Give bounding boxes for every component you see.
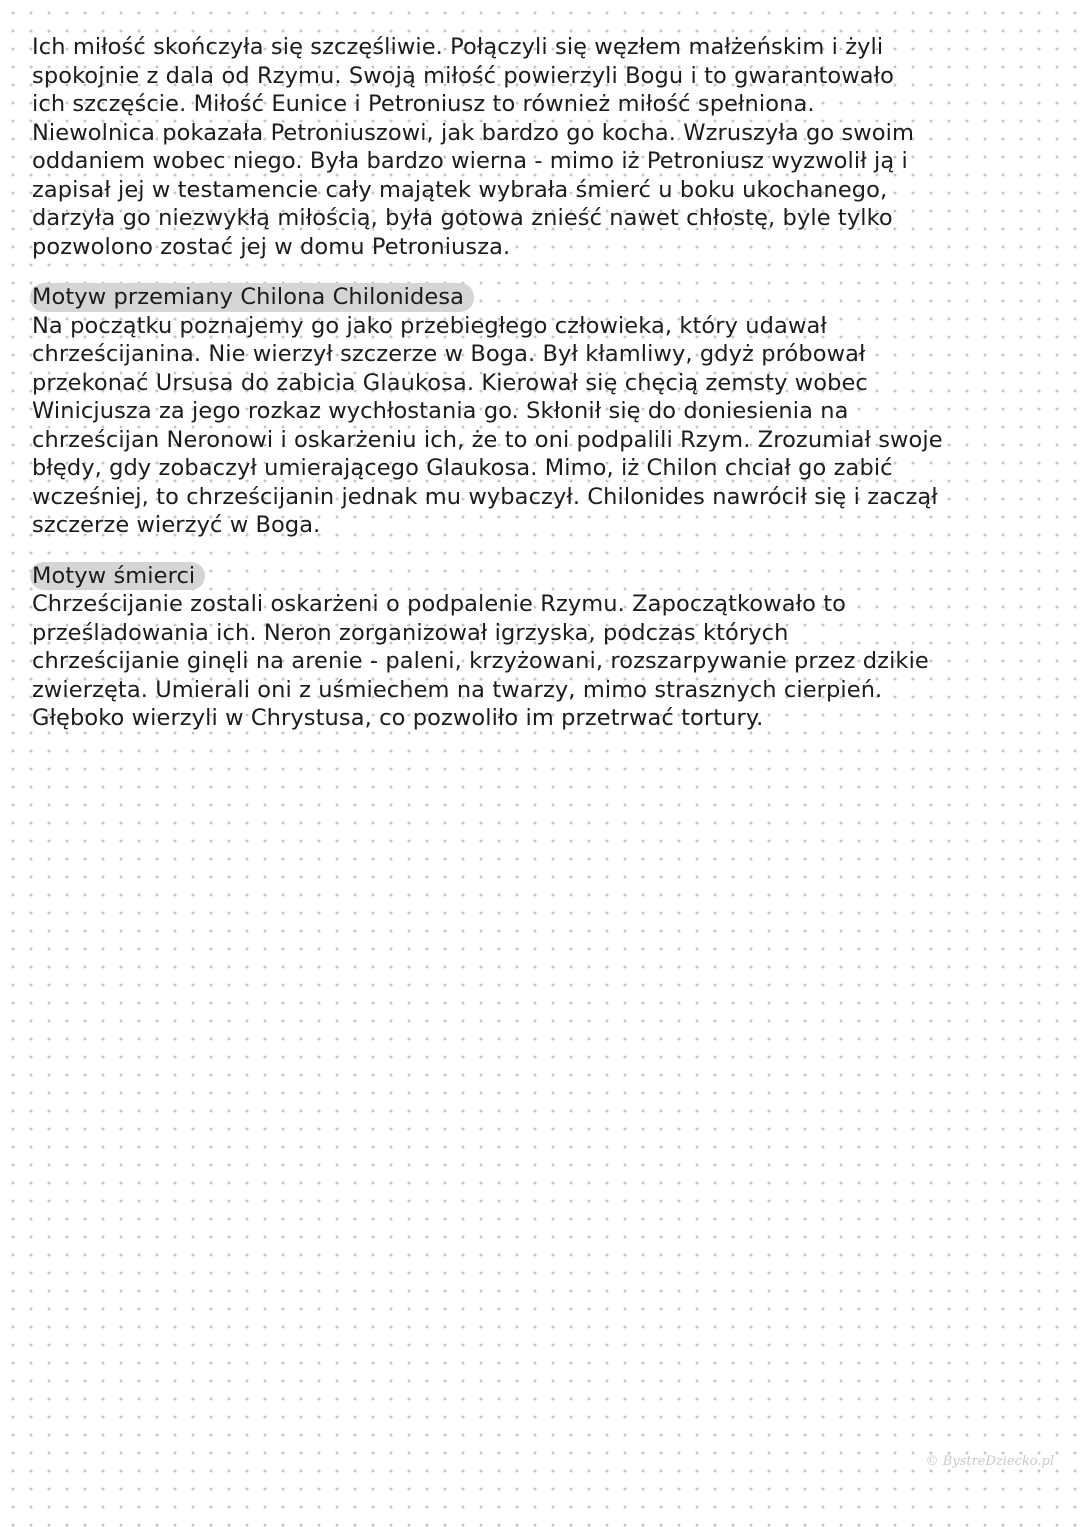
text-line: Niewolnica pokazała Petroniuszowi, jak bardzo go kocha. Wzruszyła go swoim bbox=[32, 119, 915, 146]
text-line: chrześcijanie ginęli na arenie - paleni, krzyżowani, rozszarpywanie przez dzikie bbox=[32, 648, 929, 674]
text-line: przekonać Ursusa do zabicia Glaukosa. Kierował się chęcią zemsty wobec bbox=[32, 369, 868, 396]
text-line: Ich miłość skończyła się szczęśliwie. Połączyli się węzłem małżeńskim i żyli bbox=[32, 34, 884, 60]
text-line: Na początku poznajemy go jako przebiegłego człowieka, który udawał bbox=[32, 312, 827, 339]
section-heading: Motyw śmierci bbox=[30, 562, 205, 591]
paragraph-love bbox=[32, 33, 1068, 261]
text-line: wcześniej, to chrześcijanin jednak mu wybaczył. Chilonides nawrócił się i zaczął bbox=[32, 483, 938, 510]
text-line: Chrześcijanie zostali oskarżeni o podpalenie Rzymu. Zapoczątkowało to bbox=[32, 591, 846, 617]
section-heading-row bbox=[32, 283, 1068, 312]
text-line: szczerze wierzyć w Boga. bbox=[32, 512, 321, 538]
watermark: © BystreDziecko.pl bbox=[925, 1454, 1054, 1469]
section-chilon bbox=[32, 283, 1068, 540]
text-line: chrześcijan Neronowi i oskarżeniu ich, że to oni podpalili Rzym. Zrozumiał swoje bbox=[32, 426, 943, 453]
note-page bbox=[32, 33, 1068, 733]
text-line: pozwolono zostać jej w domu Petroniusza. bbox=[32, 233, 511, 260]
text-line: Winicjusza za jego rozkaz wychłostania go. Skłonił się do doniesienia na bbox=[32, 398, 849, 424]
text-line: błędy, gdy zobaczył umierającego Glaukosa. Mimo, iż Chilon chciał go zabić bbox=[32, 455, 893, 481]
text-line: prześladowania ich. Neron zorganizował igrzyska, podczas których bbox=[32, 619, 789, 646]
section-death bbox=[32, 562, 1068, 733]
text-line: spokojnie z dala od Rzymu. Swoją miłość powierzyli Bogu i to gwarantowało bbox=[32, 62, 895, 89]
text-line: zwierzęta. Umierali oni z uśmiechem na twarzy, mimo strasznych cierpień. bbox=[32, 676, 883, 703]
text-line: oddaniem wobec niego. Była bardzo wierna - mimo iż Petroniusz wyzwolił ją i bbox=[32, 148, 908, 174]
text-line: darzyła go niezwykłą miłością, była gotowa znieść nawet chłostę, byle tylko bbox=[32, 205, 893, 231]
text-line: Głęboko wierzyli w Chrystusa, co pozwoliło im przetrwać tortury. bbox=[32, 705, 764, 731]
spacer bbox=[32, 261, 1068, 283]
section-heading: Motyw przemiany Chilona Chilonidesa bbox=[30, 283, 474, 312]
text-line: chrześcijanina. Nie wierzył szczerze w Boga. Był kłamliwy, gdyż próbował bbox=[32, 341, 866, 367]
text-line: ich szczęście. Miłość Eunice i Petroniusz to również miłość spełniona. bbox=[32, 91, 815, 117]
spacer bbox=[32, 540, 1068, 562]
section-heading-row bbox=[32, 562, 1068, 591]
text-line: zapisał jej w testamencie cały majątek wybrała śmierć u boku ukochanego, bbox=[32, 176, 888, 203]
